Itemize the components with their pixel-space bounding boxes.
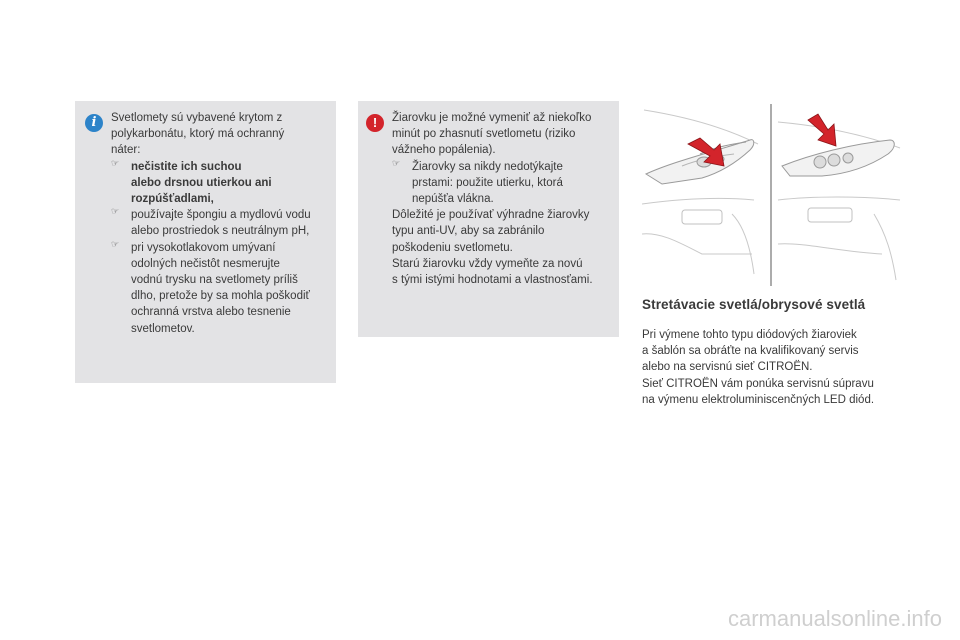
section-body: [642, 327, 922, 408]
warning-outro-line: Starú žiarovku vždy vymeňte za novú: [392, 257, 583, 270]
info-bullet: [111, 207, 326, 239]
section-body-line: Pri výmene tohto typu diódových žiaroviek: [642, 329, 857, 341]
warning-outro-line: typu anti-UV, aby sa zabránilo: [392, 225, 545, 238]
info-bullet-line: svetlometov.: [131, 322, 195, 335]
info-bullet-line: používajte špongiu a mydlovú vodu: [131, 209, 311, 222]
warning-bullet-line: prstami: použite utierku, ktorá: [412, 176, 563, 189]
arrow-right-icon: [808, 114, 836, 146]
section-body-line: a šablón sa obráťte na kvalifikovaný servis: [642, 345, 859, 358]
warning-intro-line: vážneho popálenia).: [392, 144, 496, 157]
headlamp-left-drawing: [642, 110, 758, 274]
info-bullet-line: dlho, pretože by sa mohla poškodiť: [131, 290, 310, 303]
info-bullet-line: ochranná vrstva alebo tesnenie: [131, 306, 291, 319]
info-bullet-line: alebo prostriedok s neutrálnym pH,: [131, 225, 310, 238]
info-intro-line: Svetlomety sú vybavené krytom z: [111, 112, 283, 124]
info-bullet: [111, 240, 326, 337]
warning-bullet-line: Žiarovky sa nikdy nedotýkajte: [412, 160, 563, 173]
info-bullet-line: odolných nečistôt nesmerujte: [131, 257, 280, 270]
info-bullet-line: pri vysokotlakovom umývaní: [131, 241, 276, 254]
info-intro-line: náter:: [111, 144, 141, 157]
info-icon: i: [85, 114, 103, 132]
info-bullet-line: alebo drsnou utierkou ani: [131, 176, 272, 189]
warning-bullet: [392, 159, 609, 208]
info-bullet-line: nečistite ich suchou: [131, 160, 242, 173]
warning-outro-line: s tými istými hodnotami a vlastnosťami.: [392, 274, 593, 287]
warning-intro-line: Žiarovku je možné vymeniť až niekoľko: [392, 112, 592, 124]
warning-intro-line: minút po zhasnutí svetlometu (riziko: [392, 128, 576, 141]
headlamp-right-drawing: [778, 122, 900, 280]
warning-bullet-line: nepúšťa vlákna.: [412, 193, 494, 206]
info-bullet-line: vodnú trysku na svetlomety príliš: [131, 274, 298, 287]
warning-outro-line: poškodeniu svetlometu.: [392, 241, 513, 254]
warning-panel: [358, 101, 619, 337]
info-bullet: [111, 159, 326, 208]
section-body-line: alebo na servisnú sieť CITROËN.: [642, 361, 813, 374]
section-body-line: Sieť CITROËN vám ponúka servisnú súpravu: [642, 377, 874, 390]
info-intro-line: polykarbonátu, ktorý má ochranný: [111, 128, 285, 141]
section-body-line: na výmenu elektroluminiscenčných LED diód.: [642, 393, 875, 406]
warning-outro-line: Dôležité je používať výhradne žiarovky: [392, 209, 590, 222]
pointing-hand-icon: ☞: [392, 158, 401, 169]
info-bullet-line: rozpúšťadlami,: [131, 193, 214, 206]
headlamp-illustrations: [642, 104, 904, 286]
watermark: carmanualsonline.info: [727, 606, 942, 631]
section-title: Stretávacie svetlá/obrysové svetlá: [642, 297, 866, 312]
warning-icon: !: [366, 114, 384, 132]
pointing-hand-icon: ☞: [111, 239, 120, 250]
headlamp-drawing: [642, 104, 904, 286]
info-panel: [75, 101, 336, 383]
pointing-hand-icon: ☞: [111, 207, 120, 218]
pointing-hand-icon: ☞: [111, 158, 120, 169]
